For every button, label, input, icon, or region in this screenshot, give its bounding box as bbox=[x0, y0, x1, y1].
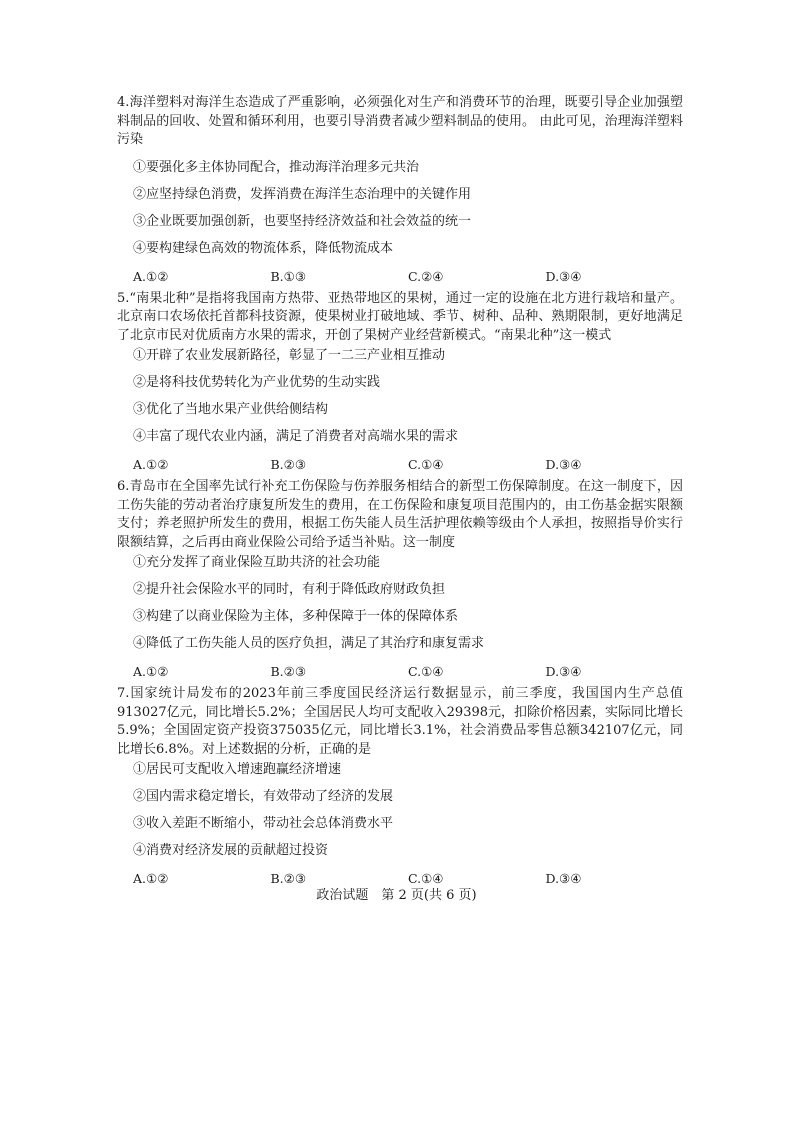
option-c: C.②④ bbox=[408, 268, 444, 284]
option-c: C.①④ bbox=[408, 457, 444, 472]
question-6 bbox=[117, 478, 683, 681]
question-stem: 7.国家统计局发布的2023年前三季度国民经济运行数据显示，前三季度，我国国内生产总值913027亿元，同比增长5.2%；全国居民人均可支配收入29398元，扣除价格因素，实际同比增长5.9%；全国固定资产投资375035亿元，同比增长3.1%，社会消费品零售总额342107亿元，同比增长6.8%。对上述数据的分析，正确的是 bbox=[117, 686, 684, 757]
question-stem: 5.“南果北种”是指将我国南方热带、亚热带地区的果树，通过一定的设施在北方进行栽培和量产。北京南口农场依托首都科技资源，使果树业打破地域、季节、树种、品种、熟期限制，更好地满足了北京市民对优质南方水果的需求，开创了果树产业经营新模式。“南果北种”这一模式 bbox=[117, 290, 683, 343]
option-d: D.③④ bbox=[545, 664, 582, 679]
statement-3: ③企业既要加强创新，也要坚持经济效益和社会效益的统一 bbox=[133, 213, 472, 229]
option-b: B.②③ bbox=[270, 457, 307, 472]
statement-2: ②是将科技优势转化为产业优势的生动实践 bbox=[133, 375, 381, 390]
question-stem: 4.海洋塑料对海洋生态造成了严重影响，必须强化对生产和消费环节的治理，既要引导企业加强塑料制品的回收、处置和循环利用，也要引导消费者减少塑料制品的使用。 由此可见，治理海洋塑料污染 bbox=[117, 95, 683, 147]
statement-3: ③收入差距不断缩小，带动社会总体消费水平 bbox=[133, 816, 394, 831]
option-a: A.①② bbox=[133, 268, 169, 284]
statement-2: ②提升社会保险水平的同时，有利于降低政府财政负担 bbox=[133, 582, 446, 597]
question-5 bbox=[117, 290, 683, 475]
option-b: B.②③ bbox=[270, 664, 307, 679]
statement-3: ③构建了以商业保险为主体，多种保障于一体的保障体系 bbox=[133, 609, 459, 624]
answer-options bbox=[133, 456, 683, 474]
option-c: C.①④ bbox=[408, 871, 444, 886]
statement-4: ④消费对经济发展的贡献超过投资 bbox=[133, 843, 329, 858]
question-4 bbox=[117, 94, 683, 286]
statement-1: ①开辟了农业发展新路径，彰显了一二三产业相互推动 bbox=[133, 348, 446, 363]
option-b: B.①③ bbox=[270, 268, 307, 284]
option-d: D.③④ bbox=[545, 268, 582, 284]
option-a: A.①② bbox=[133, 871, 169, 886]
option-b: B.②③ bbox=[270, 871, 307, 886]
statement-2: ②国内需求稳定增长，有效带动了经济的发展 bbox=[133, 789, 394, 804]
statement-4: ④丰富了现代农业内涵，满足了消费者对高端水果的需求 bbox=[133, 429, 459, 444]
option-a: A.①② bbox=[133, 664, 169, 679]
statement-4: ④要构建绿色高效的物流体系，降低物流成本 bbox=[133, 240, 394, 256]
answer-options bbox=[133, 268, 683, 286]
statement-1: ①居民可支配收入增速跑赢经济增速 bbox=[133, 762, 342, 777]
statement-1: ①要强化多主体协同配合，推动海洋治理多元共治 bbox=[133, 159, 420, 175]
option-a: A.①② bbox=[133, 457, 169, 472]
option-c: C.①④ bbox=[408, 664, 444, 679]
statement-2: ②应坚持绿色消费，发挥消费在海洋生态治理中的关键作用 bbox=[133, 186, 472, 202]
answer-options bbox=[133, 663, 683, 681]
page-footer: 政治试题 第 2 页(共 6 页) bbox=[316, 888, 477, 903]
question-stem: 6.青岛市在全国率先试行补充工伤保险与伤养服务相结合的新型工伤保障制度。在这一制度下，因工伤失能的劳动者治疗康复所发生的费用，在工伤保险和康复项目范围内的，由工伤基金据实限额支付；养老照护所发生的费用，根据工伤失能人员生活护理依赖等级由个人承担，按照指导价实行限额结算，之后再由商业保险公司给予适当补贴。这一制度 bbox=[117, 479, 683, 550]
option-d: D.③④ bbox=[545, 871, 582, 886]
exam-page bbox=[117, 94, 683, 888]
statement-3: ③优化了当地水果产业供给侧结构 bbox=[133, 402, 329, 417]
statement-1: ①充分发挥了商业保险互助共济的社会功能 bbox=[133, 555, 381, 570]
option-d: D.③④ bbox=[545, 457, 582, 472]
statement-4: ④降低了工伤失能人员的医疗负担，满足了其治疗和康复需求 bbox=[133, 636, 485, 651]
question-7 bbox=[117, 685, 683, 888]
